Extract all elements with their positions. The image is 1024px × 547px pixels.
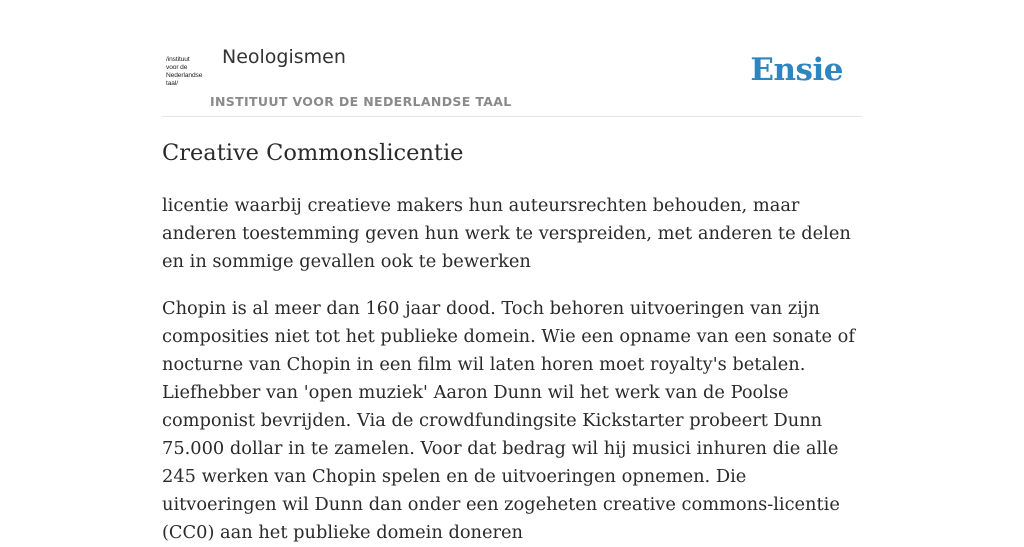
organization-name: INSTITUUT VOOR DE NEDERLANDSE TAAL (210, 94, 512, 109)
dictionary-name[interactable]: Neologismen (222, 46, 346, 68)
ivdnt-logo[interactable] (166, 56, 206, 90)
logo-line: /instituut (166, 56, 190, 63)
logo-line: Nederlandse (166, 72, 203, 79)
entry-example-text: Chopin is al meer dan 160 jaar dood. Toch behoren uitvoeringen van zijn composities niet tot het publieke domein. Wie een opname van een sonate of nocturne van Chopin in een film wil laten horen moet royalty's betalen. Liefhebber van 'open muziek' Aaron Dunn wil het werk van de Poolse componist bevrijden. Via de crowdfundingsite Kickstarter probeert Dunn 75.000 dollar in te zamelen. Voor dat bedrag wil hij musici inhuren die alle 245 werken van Chopin spelen en de uitvoeringen opnemen. Die uitvoeringen wil Dunn dan onder een zogeheten creative commons-licentie (CC0) aan het publieke domein doneren (162, 298, 855, 543)
logo-line: taal/ (166, 80, 178, 87)
content-container (162, 0, 862, 543)
logo-line: voor de (166, 64, 188, 71)
entry-definition: licentie waarbij creatieve makers hun auteursrechten behouden, maar anderen toestemming geven hun werk te verspreiden, met anderen te delen en in sommige gevallen ook te bewerken (162, 195, 851, 272)
site-header (162, 0, 862, 117)
ensie-logo-link[interactable]: Ensie (750, 52, 843, 88)
entry-title: Creative Commonslicentie (162, 140, 464, 166)
